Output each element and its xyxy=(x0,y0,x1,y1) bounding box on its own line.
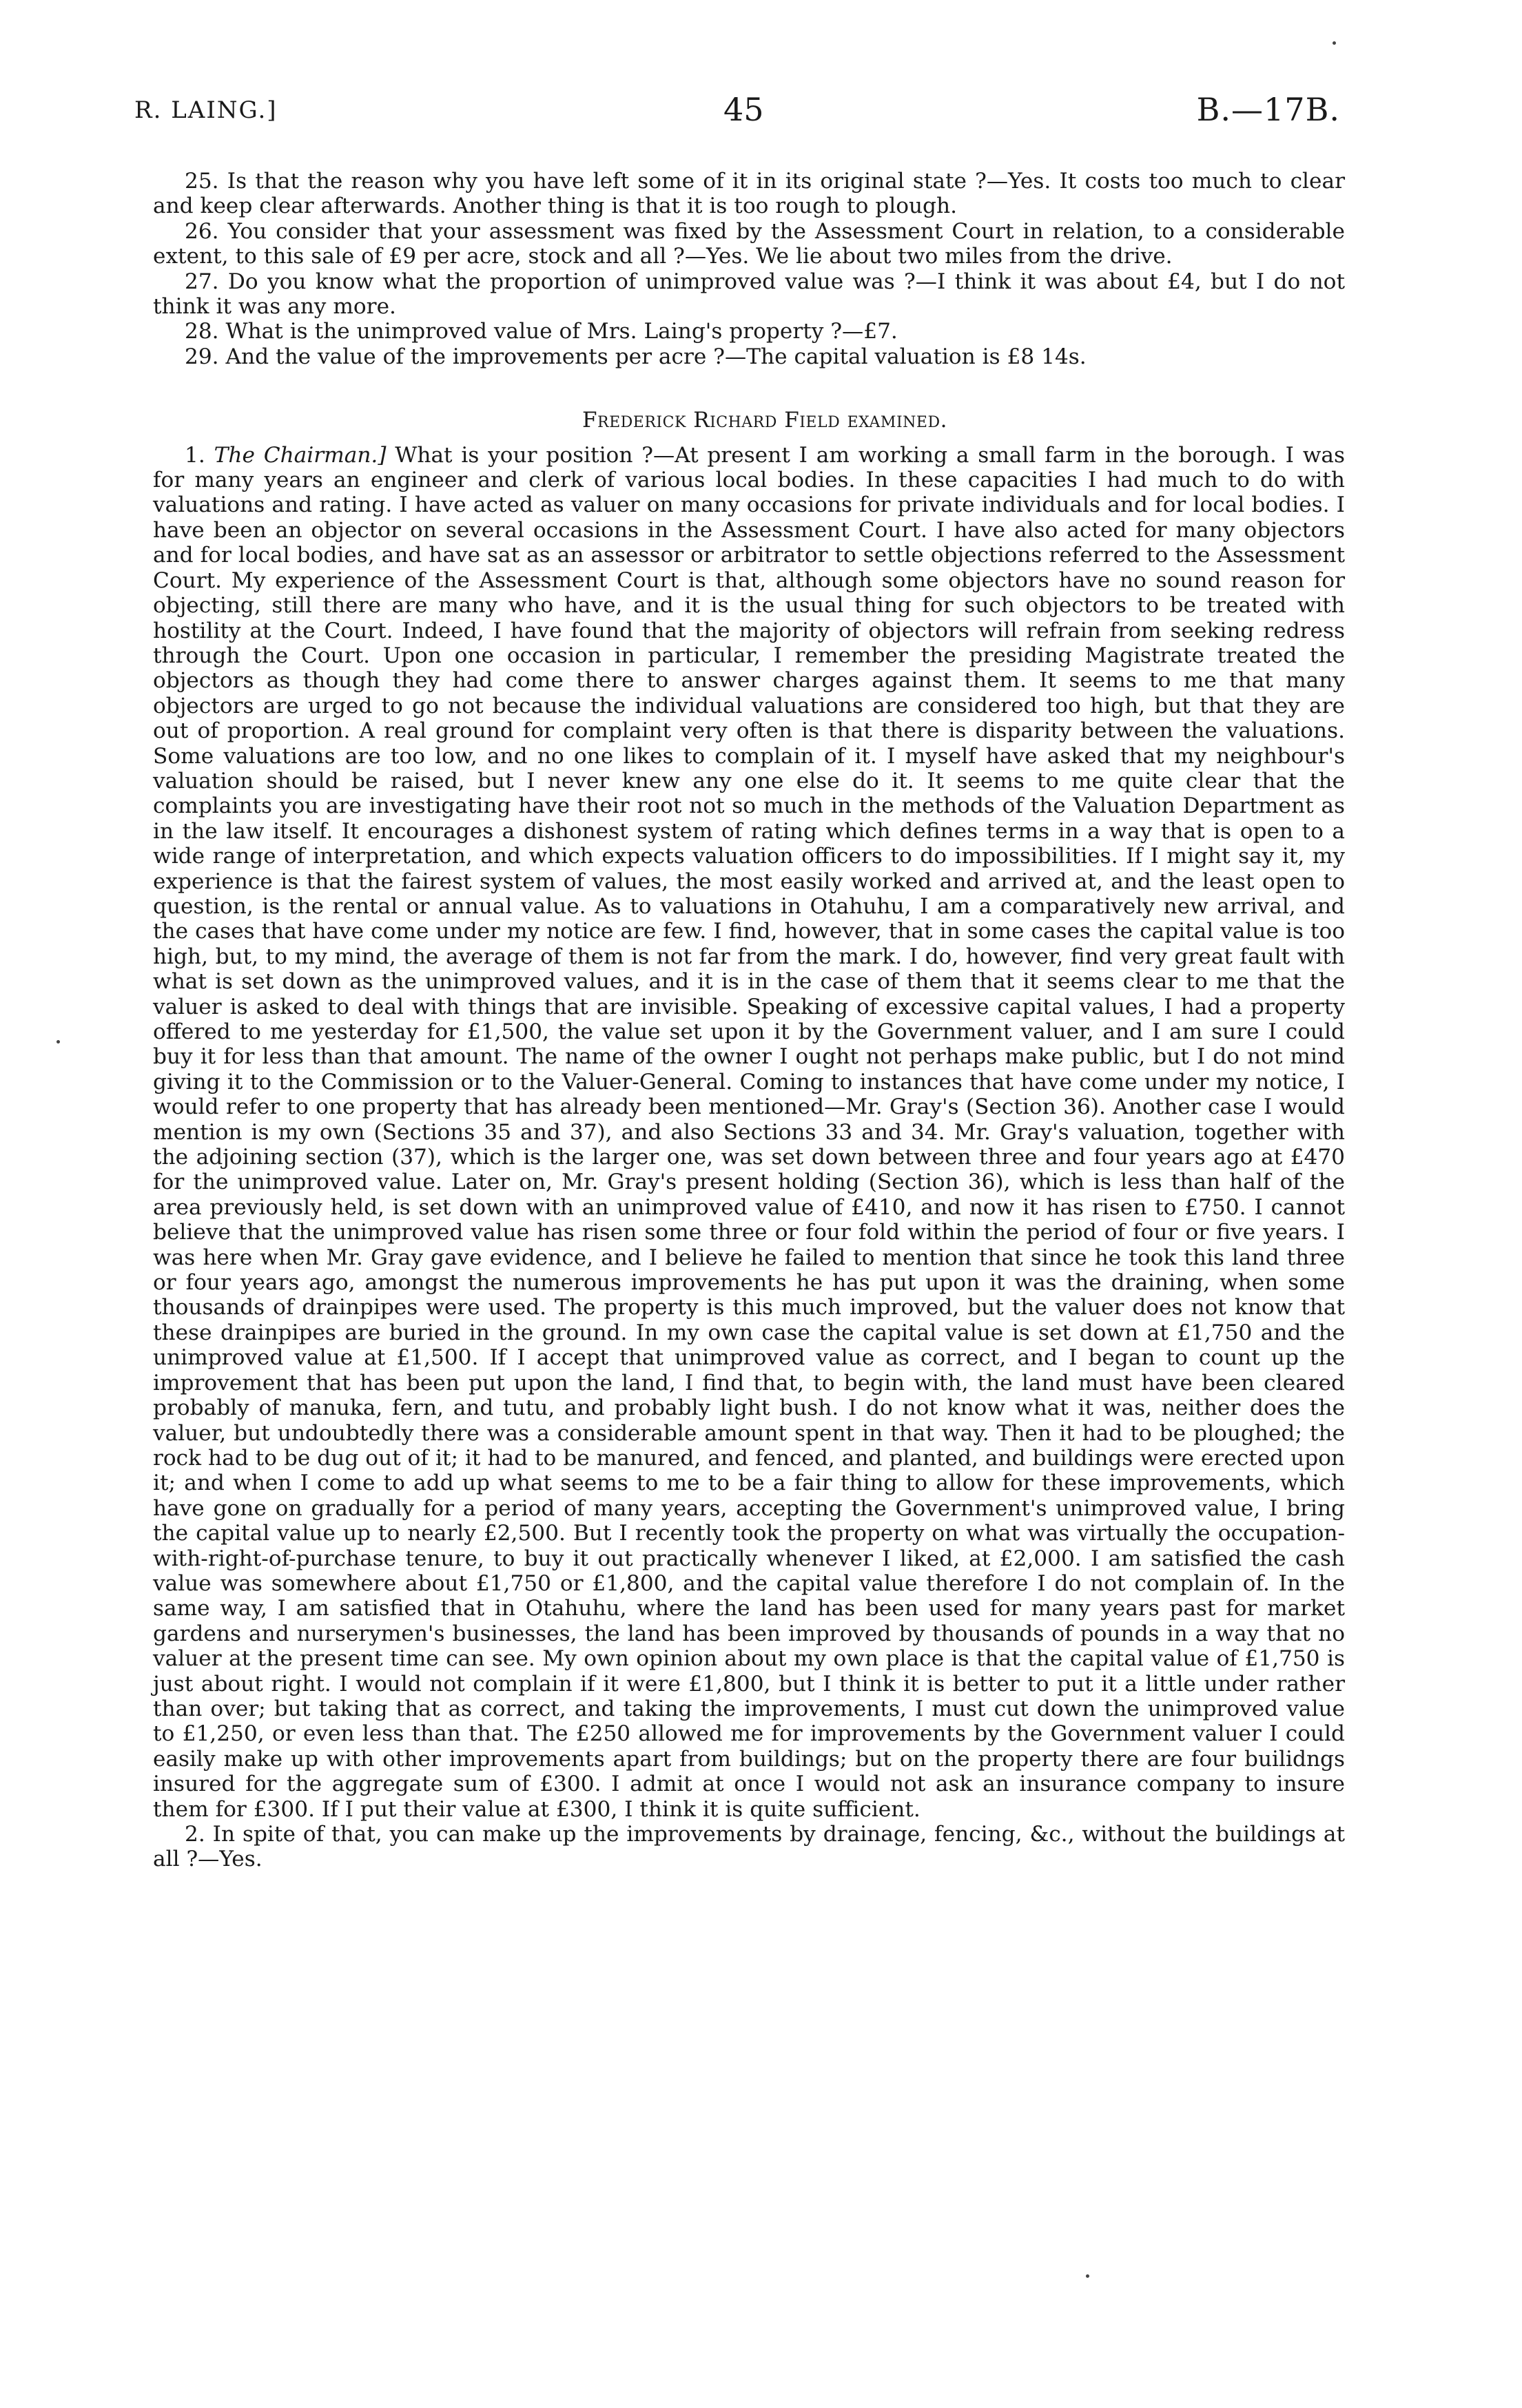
question-27: 27. Do you know what the proportion of unimproved value was ?—I think it was about £4, but I do not think it was any more. xyxy=(153,269,1345,320)
page-number: 45 xyxy=(723,91,764,128)
print-speck xyxy=(1086,2274,1089,2278)
print-speck xyxy=(1333,41,1336,45)
page-body xyxy=(153,169,1345,1872)
testimony-paragraph xyxy=(153,443,1345,1822)
document-reference: B.—17B. xyxy=(1196,91,1340,128)
testimony-number: 1. xyxy=(185,442,205,468)
witness-heading: Frederick Richard Field examined. xyxy=(582,408,947,433)
question-28: 28. What is the unimproved value of Mrs. Laing's property ?—£7. xyxy=(185,319,898,344)
question-26: 26. You consider that your assessment was fixed by the Assessment Court in relation, to a considerable extent, to this sale of £9 per acre, stock and all ?—Yes. We lie about two miles from the drive. xyxy=(153,218,1345,269)
print-speck xyxy=(56,1040,60,1044)
page-header xyxy=(0,91,1522,145)
question-25: 25. Is that the reason why you have left some of it in its original state ?—Yes. It costs too much to clear and keep clear afterwards. Another thing is that it is too rough to plough. xyxy=(153,169,1345,219)
question-29: 29. And the value of the improvements per acre ?—The capital valuation is £8 14s. xyxy=(185,344,1087,369)
question-2: 2. In spite of that, you can make up the improvements by drainage, fencing, &c., without the buildings at all ?—Yes. xyxy=(153,1822,1345,1872)
testimony-text: What is your position ?—At present I am working a small farm in the borough. I was for many years an engineer and clerk of various local bodies. In these capacities I had much to do with valuations and rating. I have acted as valuer on many occasions for private individuals and for local bodies. I have been an objector on several occasions in the Assessment Court. I have also acted for many objectors and for local bodies, and have sat as an assessor or arbitrator to settle objections referred to the Assessment Court. My experience of the Assessment Court is that, although some objectors have no sound reason for objecting, still there are many who have, and it is the usual thing for such objectors to be treated with hostility at the Court. Indeed, I have found that the majority of objectors will refrain from seeking redress through the Court. Upon one occasion in particular, I remember the presiding Magistrate treated the objectors as though they had come there to answer charges against them. It seems to me that many objectors are urged to go not because the individual valuations are considered too high, but that they are out of proportion. A real ground for complaint very often is that there is disparity between the valuations. Some valuations are too low, and no one likes to complain of it. I myself have asked that my neighbour's valuation should be raised, but I never knew any one else do it. It seems to me quite clear that the complaints you are investigating have their root not so much in the methods of the Valuation Department as in the law itself. It encourages a dishonest system of rating which defines terms in a way that is open to a wide range of interpretation, and which expects valuation officers to do impossibilities. If I might say it, my experience is that the fairest system of values, the most easily worked and arrived at, and the least open to question, is the rental or annual value. As to valuations in Otahuhu, I am a comparatively new arrival, and the cases that have come under my notice are few. I find, however, that in some cases the capital value is too high, but, to my mind, the average of them is not far from the mark. I do, however, find very great fault with what is set down as the unimproved values, and it is in the case of them that it seems clear to me that the valuer is asked to deal with things that are invisible. Speaking of excessive capital values, I had a property offered to me yesterday for £1,500, the value set upon it by the Government valuer, and I am sure I could buy it for less than that amount. The name of the owner I ought not perhaps make public, but I do not mind giving it to the Commission or to the Valuer-General. Coming to instances that have come under my notice, I would refer to one property that has already been mentioned—Mr. Gray's (Section 36). Another case I would mention is my own (Sections 35 and 37), and also Sections 33 and 34. Mr. Gray's valuation, together with the adjoining section (37), which is the larger one, was set down between three and four years ago at £470 for the unimproved value. Later on, Mr. Gray's present holding (Section 36), which is less than half of the area previously held, is set down with an unimproved value of £410, and now it has risen to £750. I cannot believe that the unimproved value has risen some three or four fold within the period of four or five years. I was here when Mr. Gray gave evidence, and I believe he failed to mention that since he took this land three or four years ago, amongst the numerous improvements he has put upon it was the draining, when some thousands of drainpipes were used. The property is this much improved, but the valuer does not know that these drainpipes are buried in the ground. In my own case the capital value is set down at £1,750 and the unimproved value at £1,500. If I accept that unimproved value as correct, and I began to count up the improvement that has been put upon the land, I find that, to begin with, the land must have been cleared probably of manuka, fern, and tutu, and probably light bush. I do not know what it was, neither does the valuer, but undoubtedly there was a considerable amount spent in that way. Then it had to be ploughed; the rock had to be dug out of it; it had to be manured, and fenced, and planted, and buildings were erected upon it; and when I come to add up what seems to me to be a fair thing to allow for these improvements, which have gone on gradually for a period of many years, accepting the Government's unimproved value, I bring the capital value up to nearly £2,500. But I recently took the property on what was virtually the occupation-with-right-of-purchase tenure, to buy it out practically whenever I liked, at £2,000. I am satisfied the cash value was somewhere about £1,750 or £1,800, and the capital value therefore I do not complain of. In the same way, I am satisfied that in Otahuhu, where the land has been used for many years past for market gardens and nurserymen's businesses, the land has been improved by thousands of pounds in a way that no valuer at the present time can see. My own opinion about my own place is that the capital value of £1,750 is just about right. I would not complain if it were £1,800, but I think it is better to put it a little under rather than over; but taking that as correct, and taking the improvements, I must cut down the unimproved value to £1,250, or even less than that. The £250 allowed me for improvements by the Government valuer I could easily make up with other improvements apart from buildings; but on the property there are four builidngs insured for the aggregate sum of £300. I admit at once I would not ask an insurance company to insure them for £300. If I put their value at £300, I think it is quite sufficient. xyxy=(153,442,1345,1822)
speaker-label: The Chairman.] xyxy=(214,442,387,468)
header-witness-name: R. LAING.] xyxy=(134,96,278,124)
